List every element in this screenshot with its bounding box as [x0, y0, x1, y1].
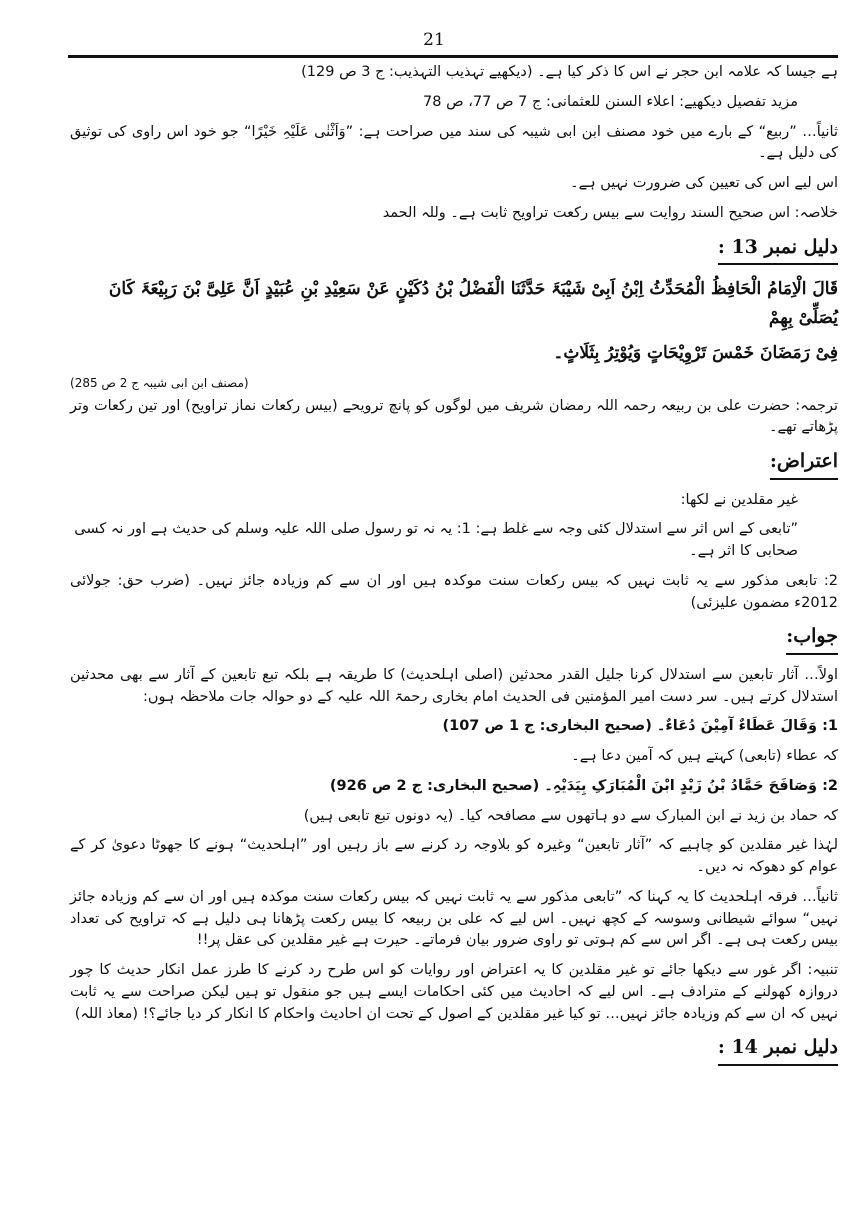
paragraph-line: اولاً… آثار تابعین سے استدلال کرنا جلیل القدر محدثین (اصلی اہلحدیث) کا طریقہ ہے بلکہ تبع تابعین کے آثار سے بھی محدثین استدلال کرتے ہیں۔ سر دست امیر المؤمنین فی الحدیث امام بخاری رحمۃ اللہ علیہ کے دو حوالہ جات ملاحظہ ہوں:	[70, 666, 838, 705]
paragraph-line: لہٰذا غیر مقلدین کو چاہیے کہ ”آثار تابعین“ وغیرہ کو بلاوجہ رد کرنے سے باز رہیں اور ”اہلحدیث“ ہونے کا جھوٹا دعویٰ کر کے عوام کو دھوکہ نہ دیں۔	[70, 837, 838, 876]
page-number: 21	[423, 30, 445, 50]
source-reference: (مصنف ابن ابی شیبہ ج 2 ص 285)	[70, 375, 249, 390]
translation-line: ترجمہ: حضرت علی بن ربیعہ رحمہ اللہ رمضان شریف میں لوگوں کو پانچ ترویحے (بیس رکعات نماز تراویح) اور تین رکعات وتر پڑھاتے تھے۔	[70, 397, 838, 436]
paragraph-line: غیر مقلدین نے لکھا:	[680, 491, 798, 508]
paragraph-line: مزید تفصیل دیکھیے: اعلاء السنن للعثمانی: ج 7 ص 77، ص 78	[423, 93, 798, 110]
section-heading: دلیل نمبر 13 :	[70, 233, 838, 266]
page-body	[70, 62, 838, 1076]
paragraph-line: ثانیاً… فرقہ اہلحدیث کا یہ کہنا کہ ”تابعی مذکور سے یہ ثابت نہیں کہ بیس رکعات سنت موکدہ ہیں اور ان سے کم وزیادہ جائز نہیں“ سوائے شیطانی وسوسہ کے کچھ نہیں۔ اس لیے کہ علی بن ربیعہ کا بیس رکعت پڑھانا ہی دلیل ہے کہ تراویح کی تعداد بیس رکعت ہی ہے۔ اگر اس سے کم ہوتی تو راوی ضرور بیان فرماتے۔ حیرت ہے غیر مقلدین کی عقل پر!!	[70, 888, 838, 949]
section-heading: جواب:	[70, 622, 838, 655]
section-heading: دلیل نمبر 14 :	[70, 1033, 838, 1066]
paragraph-line: اس لیے اس کی تعیین کی ضرورت نہیں ہے۔	[570, 175, 838, 191]
citation-line: 2: وَصَافَحَ حَمَّادُ بْنُ زَیْدٍ ابْنَ الْمُبَارَکِ بِیَدَیْہِ۔ (صحیح البخاری: ج 2 ص 926)	[329, 777, 838, 794]
paragraph-line: کہ حماد بن زید نے ابن المبارک سے دو ہاتھوں سے مصافحہ کیا۔ (یہ دونوں تبع تابعی ہیں)	[303, 807, 838, 824]
paragraph-line: ہے جیسا کہ علامہ ابن حجر نے اس کا ذکر کیا ہے۔ (دیکھیے تہذیب التہذیب: ج 3 ص 129)	[301, 64, 838, 80]
section-heading: اعتراض:	[70, 447, 838, 480]
arabic-hadith-line: قَالَ الْاِمَامُ الْحَافِظُ الْمُحَدِّثُ اِبْنُ اَبِیْ شَیْبَۃَ حَدَّثَنَا الْفَضْلُ بْنُ دُکَیْنٍ عَنْ سَعِیْدِ بْنِ عُبَیْدٍ اَنَّ عَلِیَّ بْنَ رَبِیْعَۃَ کَانَ یُصَلِّیْ بِھِمْ	[108, 279, 838, 328]
paragraph-line: تنبیہ: اگر غور سے دیکھا جائے تو غیر مقلدین کا یہ اعتراض اور روایات کو اس طرح رد کرنے کا طرز عمل انکار حدیث کا چور دروازہ کھولنے کے مترادف ہے۔ اس لیے کہ احادیث میں کئی احکامات ایسے ہیں جو منقول تو ہیں لیکن صراحت سے یہ ثابت نہیں کہ ان سے کم وزیادہ جائز نہیں… تو کیا غیر مقلدین کے اصول کے تحت ان احادیث واحکام کا انکار کر دیا جائے؟! (معاذ اللہ)	[70, 962, 838, 1022]
citation-line: 1: وَقَالَ عَطَاءٌ آمِیْنَ دُعَاءٌ۔ (صحیح البخاری: ج 1 ص 107)	[442, 718, 838, 735]
quote-line: 2: تابعی مذکور سے یہ ثابت نہیں کہ بیس رکعات سنت موکدہ ہیں اور ان سے کم وزیادہ جائز نہیں۔ (ضرب حق: جولائی 2012ء مضمون علیزئی)	[70, 572, 838, 611]
paragraph-line: ثانیاً… ”ربیع“ کے بارے میں خود مصنف ابن ابی شیبہ کی سند میں صراحت ہے: ”وَاَثْنٰی عَلَیْہِ خَیْرًا“ جو خود اس راوی کی توثیق کی دلیل ہے۔	[70, 123, 838, 162]
header-rule	[68, 55, 838, 58]
arabic-hadith-line: فِیْ رَمَضَانَ خَمْسَ تَرْوِیْحَاتٍ وَیُوْتِرُ بِثَلَاثٍ۔	[553, 342, 838, 363]
paragraph-line: کہ عطاء (تابعی) کہتے ہیں کہ آمین دعا ہے۔	[571, 748, 838, 765]
paragraph-line: خلاصہ: اس صحیح السند روایت سے بیس رکعت تراویح ثابت ہے۔ وللہ الحمد	[382, 204, 838, 221]
quote-line: ”تابعی کے اس اثر سے استدلال کئی وجہ سے غلط ہے: 1: یہ نہ تو رسول صلی اللہ علیہ وسلم کی حدیث ہے اور نہ کسی صحابی کا اثر ہے۔	[74, 521, 798, 560]
